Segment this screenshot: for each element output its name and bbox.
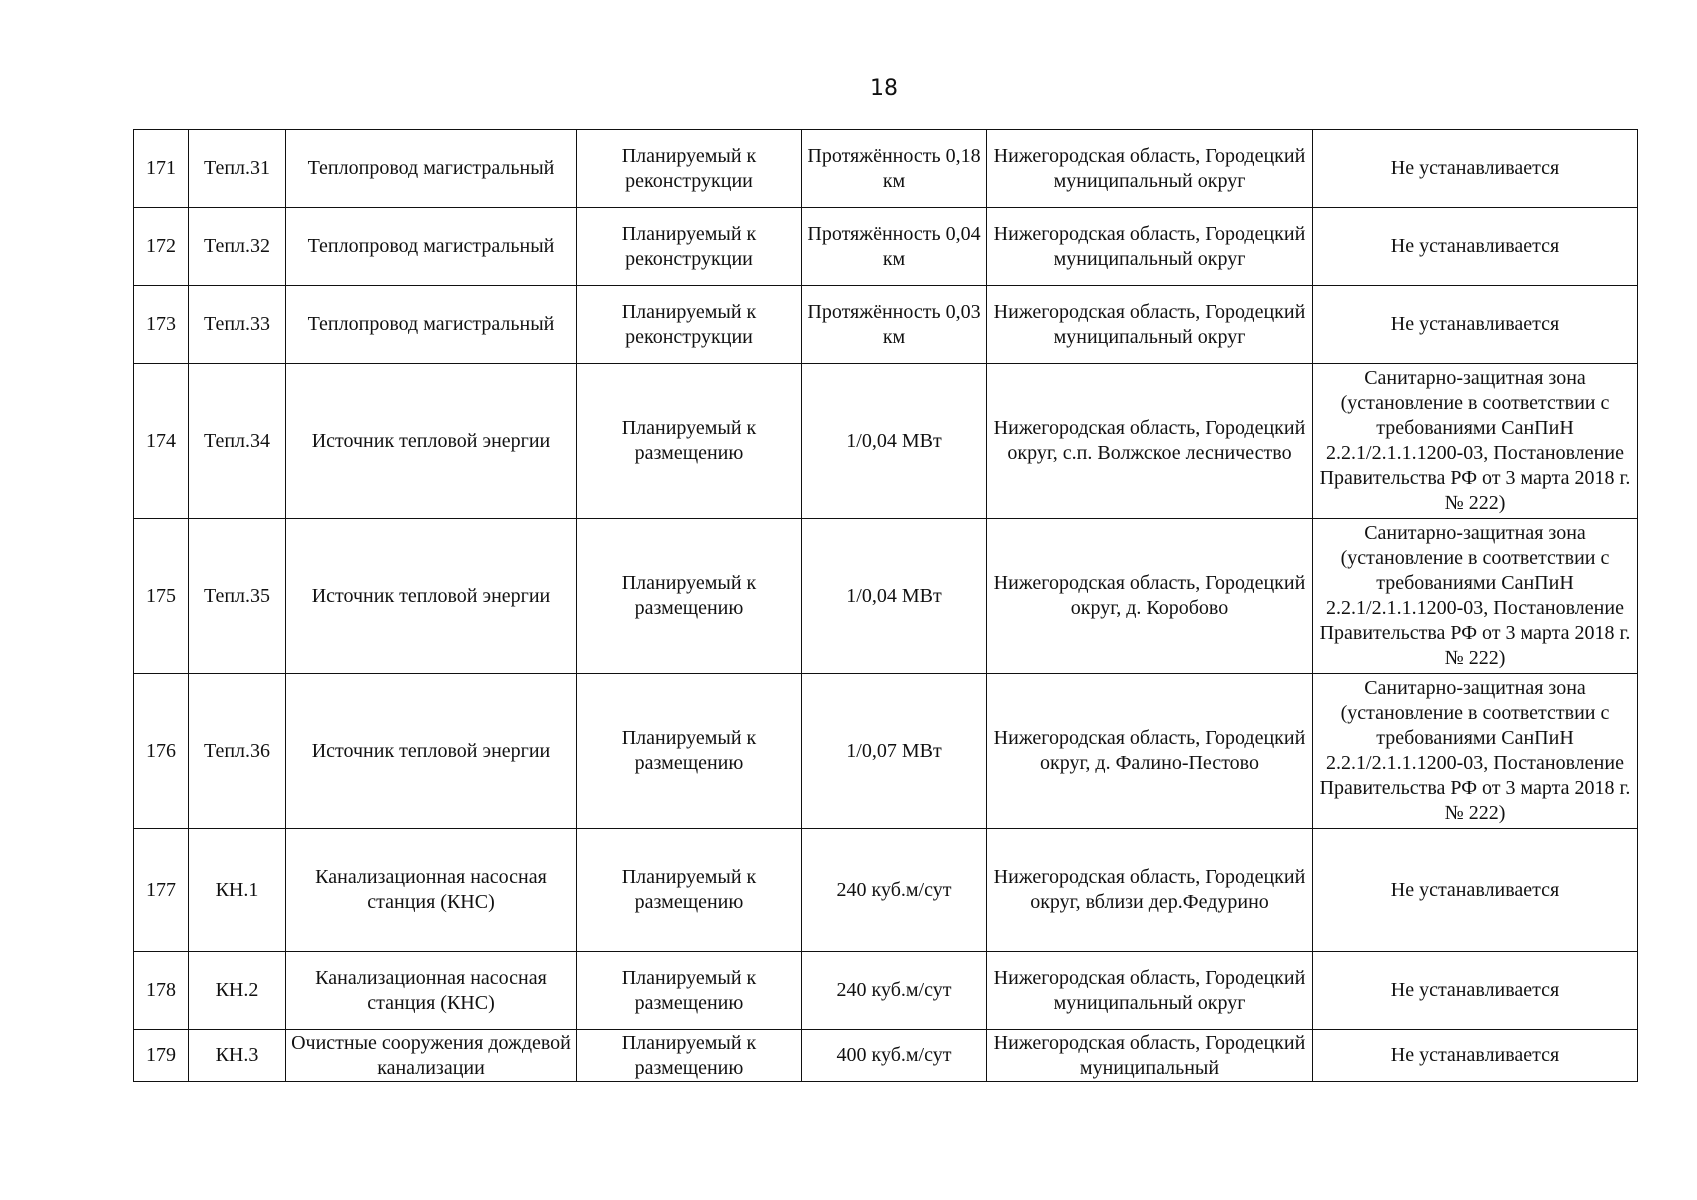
row-number-cell: 175 xyxy=(134,519,189,674)
status-cell: Планируемый к размещению xyxy=(577,364,802,519)
table-row xyxy=(134,674,1638,829)
object-name-cell: Источник тепловой энергии xyxy=(286,364,577,519)
capacity-cell: 1/0,04 МВт xyxy=(802,519,987,674)
row-number-cell: 179 xyxy=(134,1030,189,1082)
code-cell: Тепл.31 xyxy=(189,130,286,208)
location-cell: Нижегородская область, Городецкий округ, д. Коробово xyxy=(987,519,1313,674)
status-cell: Планируемый к размещению xyxy=(577,519,802,674)
zone-cell: Не устанавливается xyxy=(1313,208,1638,286)
capacity-cell: 240 куб.м/сут xyxy=(802,829,987,952)
zone-cell: Не устанавливается xyxy=(1313,952,1638,1030)
zone-cell: Не устанавливается xyxy=(1313,286,1638,364)
capacity-cell: Протяжённость 0,18 км xyxy=(802,130,987,208)
object-name-cell: Источник тепловой энергии xyxy=(286,519,577,674)
object-name-cell: Канализационная насосная станция (КНС) xyxy=(286,952,577,1030)
code-cell: КН.3 xyxy=(189,1030,286,1082)
row-number-cell: 177 xyxy=(134,829,189,952)
capacity-cell: Протяжённость 0,04 км xyxy=(802,208,987,286)
object-name-cell: Канализационная насосная станция (КНС) xyxy=(286,829,577,952)
object-name-cell: Теплопровод магистральный xyxy=(286,286,577,364)
object-name-cell: Теплопровод магистральный xyxy=(286,208,577,286)
code-cell: Тепл.33 xyxy=(189,286,286,364)
code-cell: Тепл.36 xyxy=(189,674,286,829)
zone-cell: Санитарно-защитная зона (установление в соответствии с требованиями СанПиН 2.2.1/2.1.1.1200-03, Постановление Правительства РФ от 3 марта 2018 г. № 222) xyxy=(1313,364,1638,519)
code-cell: КН.2 xyxy=(189,952,286,1030)
table-row xyxy=(134,952,1638,1030)
capacity-cell: 240 куб.м/сут xyxy=(802,952,987,1030)
location-cell: Нижегородская область, Городецкий муниципальный округ xyxy=(987,952,1313,1030)
zone-cell: Не устанавливается xyxy=(1313,130,1638,208)
table-row xyxy=(134,130,1638,208)
table-row xyxy=(134,364,1638,519)
location-cell: Нижегородская область, Городецкий округ, д. Фалино-Пестово xyxy=(987,674,1313,829)
status-cell: Планируемый к размещению xyxy=(577,674,802,829)
code-cell: Тепл.35 xyxy=(189,519,286,674)
table-row xyxy=(134,208,1638,286)
code-cell: КН.1 xyxy=(189,829,286,952)
status-cell: Планируемый к размещению xyxy=(577,829,802,952)
status-cell: Планируемый к размещению xyxy=(577,952,802,1030)
zone-cell: Не устанавливается xyxy=(1313,829,1638,952)
zone-cell: Санитарно-защитная зона (установление в соответствии с требованиями СанПиН 2.2.1/2.1.1.1200-03, Постановление Правительства РФ от 3 марта 2018 г. № 222) xyxy=(1313,674,1638,829)
row-number-cell: 178 xyxy=(134,952,189,1030)
object-name-cell: Очистные сооружения дождевой канализации xyxy=(286,1030,577,1082)
status-cell: Планируемый к реконструкции xyxy=(577,130,802,208)
table-row xyxy=(134,286,1638,364)
code-cell: Тепл.32 xyxy=(189,208,286,286)
row-number-cell: 174 xyxy=(134,364,189,519)
location-cell: Нижегородская область, Городецкий муниципальный округ xyxy=(987,286,1313,364)
table-row xyxy=(134,519,1638,674)
location-cell: Нижегородская область, Городецкий округ, вблизи дер.Федурино xyxy=(987,829,1313,952)
capacity-cell: Протяжённость 0,03 км xyxy=(802,286,987,364)
row-number-cell: 171 xyxy=(134,130,189,208)
table-row xyxy=(134,829,1638,952)
capacity-cell: 1/0,04 МВт xyxy=(802,364,987,519)
row-number-cell: 173 xyxy=(134,286,189,364)
page-number: 18 xyxy=(870,76,898,101)
object-name-cell: Теплопровод магистральный xyxy=(286,130,577,208)
object-name-cell: Источник тепловой энергии xyxy=(286,674,577,829)
table-row xyxy=(134,1030,1638,1082)
row-number-cell: 176 xyxy=(134,674,189,829)
location-cell: Нижегородская область, Городецкий муниципальный округ xyxy=(987,130,1313,208)
location-cell: Нижегородская область, Городецкий муниципальный округ xyxy=(987,208,1313,286)
status-cell: Планируемый к реконструкции xyxy=(577,286,802,364)
location-cell: Нижегородская область, Городецкий округ, с.п. Волжское лесничество xyxy=(987,364,1313,519)
objects-table xyxy=(133,129,1638,1082)
location-cell: Нижегородская область, Городецкий муниципальный xyxy=(987,1030,1313,1082)
row-number-cell: 172 xyxy=(134,208,189,286)
zone-cell: Санитарно-защитная зона (установление в соответствии с требованиями СанПиН 2.2.1/2.1.1.1200-03, Постановление Правительства РФ от 3 марта 2018 г. № 222) xyxy=(1313,519,1638,674)
zone-cell: Не устанавливается xyxy=(1313,1030,1638,1082)
capacity-cell: 1/0,07 МВт xyxy=(802,674,987,829)
code-cell: Тепл.34 xyxy=(189,364,286,519)
capacity-cell: 400 куб.м/сут xyxy=(802,1030,987,1082)
status-cell: Планируемый к реконструкции xyxy=(577,208,802,286)
status-cell: Планируемый к размещению xyxy=(577,1030,802,1082)
